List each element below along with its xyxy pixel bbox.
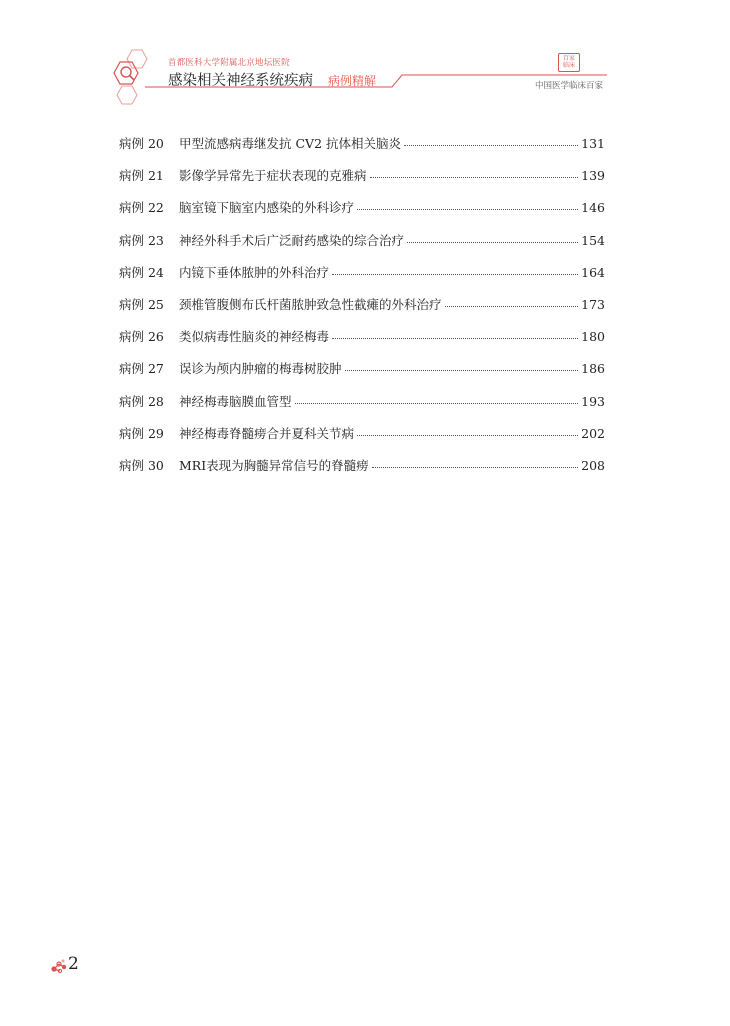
toc-entry[interactable] xyxy=(119,295,605,327)
toc-entry[interactable] xyxy=(119,327,605,359)
toc-page-number: 154 xyxy=(581,232,605,248)
toc-entry[interactable] xyxy=(119,198,605,230)
page-header xyxy=(0,0,730,110)
toc-case-title: 颈椎管腹侧布氏杆菌脓肿致急性截瘫的外科治疗 xyxy=(179,296,442,312)
toc-case-label: 病例 21 xyxy=(119,168,164,184)
toc-case-label: 病例 23 xyxy=(119,232,164,248)
toc-entry[interactable] xyxy=(119,392,605,424)
toc-case-title: 神经梅毒脊髓痨合并夏科关节病 xyxy=(179,425,355,441)
toc-case-label: 病例 20 xyxy=(119,136,164,151)
toc-case-title: 神经外科手术后广泛耐药感染的综合治疗 xyxy=(179,232,405,248)
toc-page-number: 146 xyxy=(581,200,605,216)
toc-page-number: 180 xyxy=(581,329,605,345)
toc-page-number: 186 xyxy=(581,361,605,377)
toc-case-label: 病例 27 xyxy=(119,361,164,377)
toc-page-number: 139 xyxy=(581,168,605,184)
toc-case-label: 病例 25 xyxy=(119,296,164,312)
toc-leader-dots xyxy=(295,403,579,404)
toc-entry[interactable] xyxy=(119,231,605,263)
toc-leader-dots xyxy=(445,306,579,307)
toc-leader-dots xyxy=(370,177,579,178)
toc-page-number: 131 xyxy=(581,136,605,151)
toc-leader-dots xyxy=(357,435,578,436)
toc-case-title: 误诊为颅内肿瘤的梅毒树胶肿 xyxy=(179,361,342,377)
toc-entry[interactable] xyxy=(119,134,605,166)
toc-page-number: 193 xyxy=(581,393,605,409)
toc-case-label: 病例 22 xyxy=(119,200,164,216)
toc-leader-dots xyxy=(332,338,578,339)
toc-leader-dots xyxy=(404,145,578,146)
toc-leader-dots xyxy=(332,274,578,275)
toc-case-label: 病例 30 xyxy=(119,457,164,473)
toc-page-number: 208 xyxy=(581,457,605,473)
toc-entry[interactable] xyxy=(119,424,605,456)
book-subtitle: 病例精解 xyxy=(328,74,377,88)
toc-entry[interactable] xyxy=(119,166,605,198)
hexagon-magnifier-logo-icon xyxy=(110,48,172,106)
toc-case-title: 内镜下垂体脓肿的外科治疗 xyxy=(179,264,330,280)
toc-leader-dots xyxy=(372,467,578,468)
toc-case-title: 甲型流感病毒继发抗 CV2 抗体相关脑炎 xyxy=(179,136,401,151)
toc-case-label: 病例 28 xyxy=(119,393,164,409)
toc-case-title: 影像学异常先于症状表现的克雅病 xyxy=(179,168,367,184)
toc-case-title: MRI表现为胸髓异常信号的脊髓痨 xyxy=(179,457,369,473)
toc-leader-dots xyxy=(407,242,578,243)
toc-case-title: 神经梅毒脑膜血管型 xyxy=(179,393,292,409)
hospital-name: 首都医科大学附属北京地坛医院 xyxy=(168,58,290,68)
toc-leader-dots xyxy=(345,370,579,371)
series-name: 中国医学临床百家 xyxy=(535,81,604,91)
toc-entry[interactable] xyxy=(119,456,605,488)
table-of-contents xyxy=(119,134,605,488)
toc-case-title: 脑室镜下脑室内感染的外科诊疗 xyxy=(179,200,355,216)
book-title: 感染相关神经系统疾病 xyxy=(168,73,313,89)
toc-page-number: 164 xyxy=(581,264,605,280)
seal-logo: 百家 临床 xyxy=(558,53,580,72)
molecule-icon xyxy=(50,958,68,974)
toc-case-label: 病例 29 xyxy=(119,425,164,441)
toc-case-label: 病例 26 xyxy=(119,329,164,345)
toc-entry[interactable] xyxy=(119,359,605,391)
toc-case-title: 类似病毒性脑炎的神经梅毒 xyxy=(179,329,330,345)
toc-page-number: 202 xyxy=(581,425,605,441)
toc-entry[interactable] xyxy=(119,263,605,295)
page-number: 2 xyxy=(68,954,79,974)
toc-leader-dots xyxy=(357,209,578,210)
toc-case-label: 病例 24 xyxy=(119,264,164,280)
toc-page-number: 173 xyxy=(581,296,605,312)
